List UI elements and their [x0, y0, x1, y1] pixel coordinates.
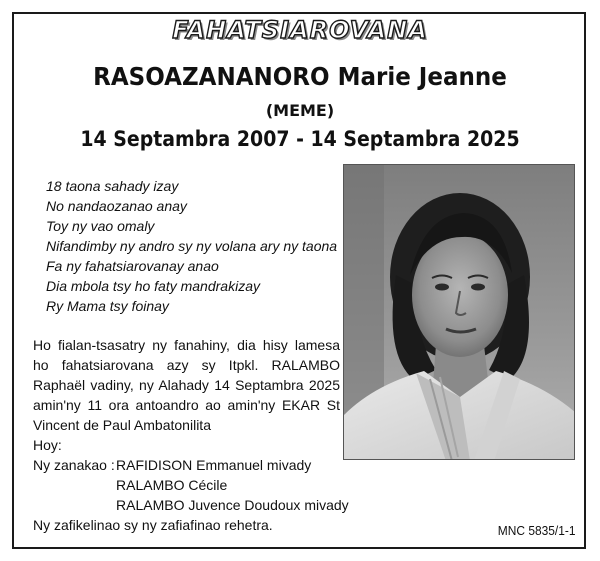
- poem-line: Fa ny fahatsiarovanay anao: [46, 258, 219, 274]
- children-row: [33, 455, 340, 475]
- announcement-text: Ho fialan-tsasatry ny fanahiny, dia hisy lamesa ho fahatsiarovana azy sy Itpkl. RALAMBO Raphaël vadiny, ny Alahady 14 Septambra 2025 amin'ny 11 ora antoandro ao amin'ny EKAR St Vincent de Paul Ambatonilita: [33, 337, 340, 433]
- poem-line: Dia mbola tsy ho faty mandrakizay: [46, 278, 260, 294]
- child-name: RAFIDISON Emmanuel mivady: [116, 457, 312, 473]
- child-name: RALAMBO Juvence Doudoux mivady: [116, 497, 349, 513]
- deceased-nickname: (MEME): [265, 101, 335, 120]
- poem-line: 18 taona sahady izay: [46, 178, 179, 194]
- notice-header: FAHATSIAROVANA: [172, 16, 428, 44]
- poem-line: Toy ny vao omaly: [46, 218, 155, 234]
- reference-code: MNC 5835/1-1: [498, 523, 576, 538]
- closing-line: Ny zafikelinao sy ny zafiafinao rehetra.: [33, 517, 273, 533]
- child-name: RALAMBO Cécile: [116, 477, 228, 493]
- memorial-dates: 14 Septambra 2007 - 14 Septambra 2025: [80, 127, 520, 151]
- poem-line: Nifandimby ny andro sy ny volana ary ny taona: [46, 238, 338, 254]
- portrait-photo: [343, 164, 575, 460]
- announcement-section: [33, 335, 349, 535]
- memorial-poem: [46, 176, 346, 316]
- poem-line: Ry Mama tsy foinay: [46, 298, 169, 314]
- hoy-label: Hoy:: [33, 437, 62, 453]
- portrait-illustration: [344, 165, 575, 460]
- children-label: Ny zanakao :: [33, 457, 115, 473]
- deceased-name: RASOAZANANORO Marie Jeanne: [93, 62, 507, 91]
- poem-line: No nandaozanao anay: [46, 198, 187, 214]
